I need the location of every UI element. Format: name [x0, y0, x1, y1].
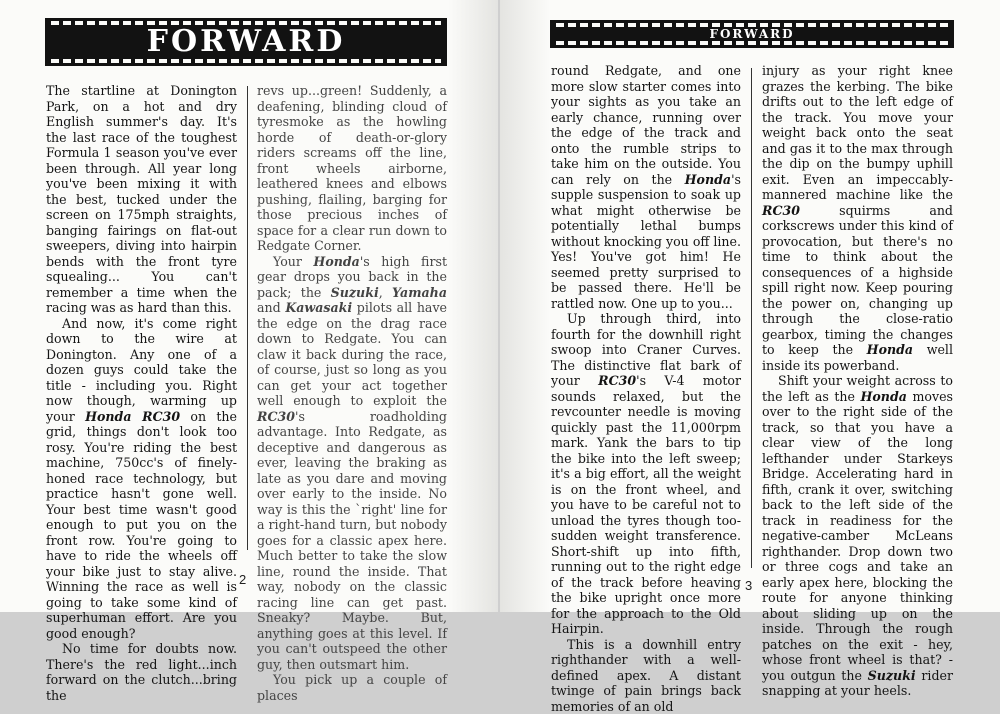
bike-name: Honda RC30	[85, 409, 180, 424]
column-divider	[751, 68, 752, 568]
paragraph: This is a downhill entry righthander with a well-defined apex. A distant twinge of pain brings back memories of an old	[551, 637, 741, 714]
text-column-1	[46, 83, 237, 703]
paragraph: No time for doubts now. There's the red light...inch forward on the clutch...bring the	[46, 641, 237, 703]
page-number: 3	[745, 578, 752, 593]
film-strip-bottom	[51, 59, 441, 63]
forward-banner-left	[45, 18, 447, 66]
text-column-2	[257, 83, 447, 703]
paragraph: The startline at Donington Park, on a hot and dry English summer's day. It's the last race of the toughest Formula 1 season you've ever been through. All year long you've been mixing it with the best, tucked under the screen on 175mph straights, banging fairings on flat-out sweepers, diving into hairpin bends with the front tyre squealing... You can't remember a time when the racing was as hard than this.	[46, 83, 237, 316]
text-column-4	[762, 63, 953, 699]
banner-title: FORWARD	[45, 25, 447, 59]
paragraph: revs up...green! Suddenly, a deafening, blinding cloud of tyresmoke as the howling horde of death-or-glory riders screams off the line, front wheels airborne, leathered knees and elbows pushing, flailing, barging for those precious inches of space for a clear run down to Redgate Corner.	[257, 83, 447, 254]
column-divider	[247, 86, 248, 550]
banner-title: FORWARD	[550, 26, 954, 42]
paragraph: Up through third, into fourth for the downhill right swoop into Craner Curves. The distinctive flat bark of your RC30's V-4 motor sounds relaxed, but the revcounter needle is moving quickly past the 11,000rpm mark. Yank the bars to tip the bike into the left sweep; it's a big effort, all the weight is on the front wheel, and you have to be careful not to unload the tyres though too-sudden weight transference. Short-shift up into fifth, running out to the right edge of the track before heaving the bike upright once more for the approach to the Old Hairpin.	[551, 311, 741, 637]
film-strip-bottom	[556, 41, 948, 45]
paragraph: And now, it's come right down to the wire at Donington. Any one of a dozen guys could take the title - including you. Right now though, warming up your Honda RC30 on the grid, things don't look too rosy. You're riding the best machine, 750cc's of finely-honed race technology, but practice hasn't gone well. Your best time wasn't good enough to put you on the front row. You're going to have to ride the wheels off your bike just to stay alive. Winning the race as well is going to take some kind of superhuman effort. Are you good enough?	[46, 316, 237, 642]
page-number: 2	[239, 572, 246, 587]
paragraph: You pick up a couple of places	[257, 672, 447, 703]
paragraph: Your Honda's high first gear drops you back in the pack; the Suzuki, Yamaha and Kawasaki pilots all have the edge on the drag race down to Redgate. You can claw it back during the race, of course, just so long as you can get your act together well enough to exploit the RC30's roadholding advantage. Into Redgate, as deceptive and dangerous as ever, leaving the braking as late as you dare and moving over early to the inside. No way is this the `right' line for a right-hand turn, but nobody goes for a classic apex here. Much better to take the slow line, round the inside. That way, nobody on the classic racing line can get past. Sneaky? Maybe. But, anything goes at this level. If you can't outspeed the other guy, then outsmart him.	[257, 254, 447, 673]
forward-banner-right	[550, 20, 954, 48]
paragraph: round Redgate, and one more slow starter comes into your sights as you take an early chance, running over the edge of the track and onto the rumble strips to take him on the outside. You can rely on the Honda's supple suspension to soak up what might otherwise be potentially lethal bumps without knocking you off line. Yes! You've got him! He seemed pretty surprised to be passed there. He'll be rattled now. One up to you...	[551, 63, 741, 311]
paragraph: injury as your right knee grazes the kerbing. The bike drifts out to the left edge of the track. You move your weight back onto the seat and gas it to the max through the dip on the bumpy uphill exit. Even an impeccably-mannered machine like the RC30 squirms and corkscrews under this kind of provocation, but there's no time to think about the consequences of a highside spill right now. Keep pouring the power on, changing up through the close-ratio gearbox, timing the changes to keep the Honda well inside its powerband.	[762, 63, 953, 373]
left-page	[0, 0, 498, 612]
right-page	[500, 0, 1000, 612]
paragraph: Shift your weight across to the left as the Honda moves over to the right side of the track, so that you have a clear view of the long lefthander under Starkeys Bridge. Accelerating hard in fifth, crank it over, switching back to the left side of the track in readiness for the negative-camber McLeans righthander. Drop down two or three cogs and take an early apex here, blocking the route for anyone thinking about sliding up on the inside. Through the rough patches on the exit - hey, whose front wheel is that? - you outgun the Suzuki rider snapping at your heels.	[762, 373, 953, 699]
text-column-3	[551, 63, 741, 714]
